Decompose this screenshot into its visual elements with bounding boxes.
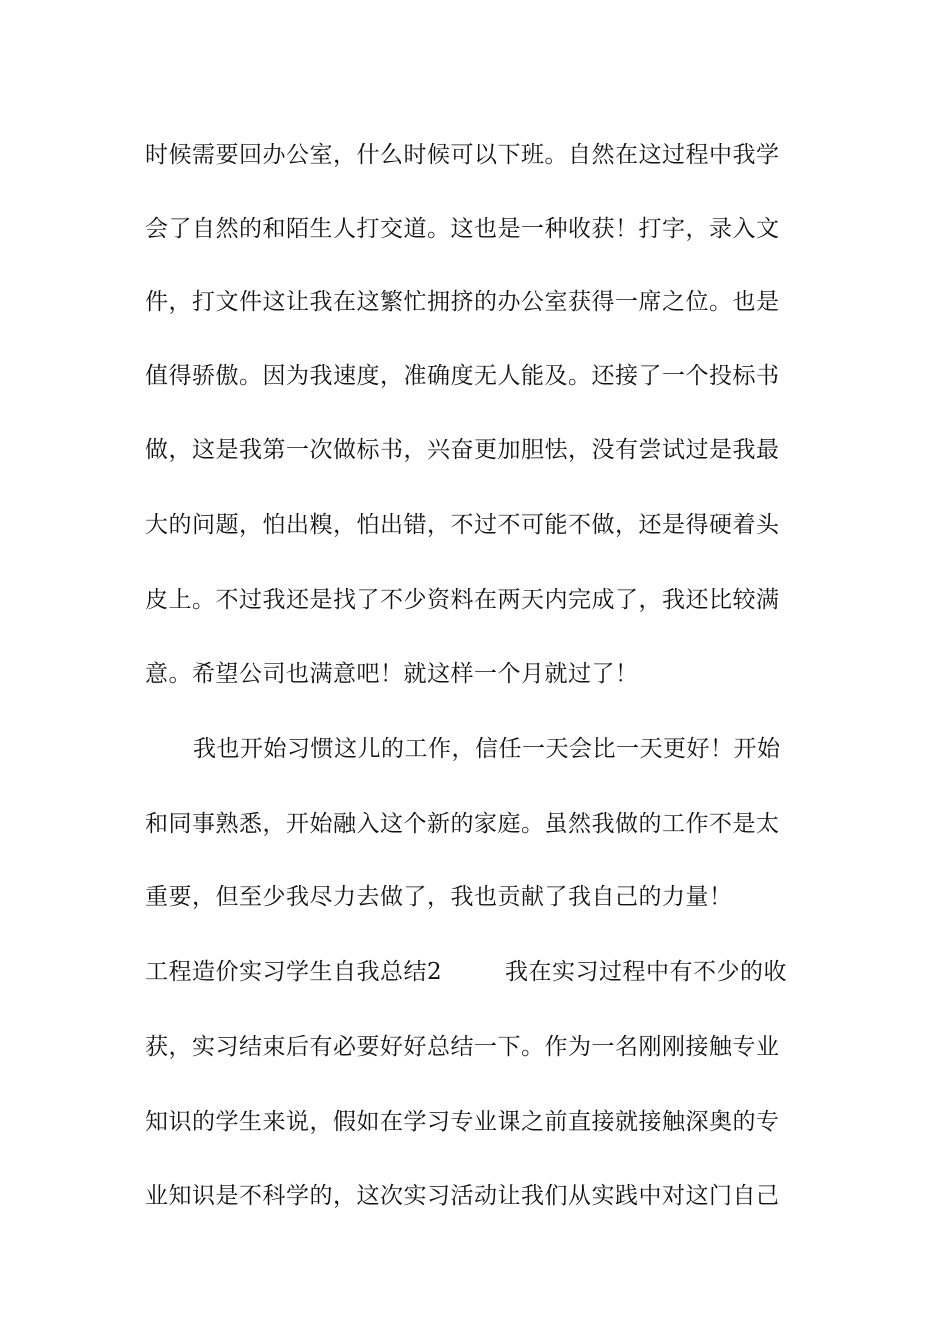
text-line: 会了自然的和陌生人打交道。这也是一种收获！打字，录入文 [145,216,780,242]
text-line: 和同事熟悉，开始融入这个新的家庭。虽然我做的工作不是太 [145,811,780,837]
text-line: 获，实习结束后有必要好好总结一下。作为一名刚刚接触专业 [145,1034,780,1060]
text-line: 重要，但至少我尽力去做了，我也贡献了我自己的力量！ [145,884,733,910]
text-line: 做，这是我第一次做标书，兴奋更加胆怯，没有尝试过是我最 [145,437,780,463]
text-line: 时候需要回办公室，什么时候可以下班。自然在这过程中我学 [145,142,780,168]
text-line: 意。希望公司也满意吧！就这样一个月就过了！ [145,661,639,687]
text-line: 皮上。不过我还是找了不少资料在两天内完成了，我还比较满 [145,587,780,613]
text-line: 知识的学生来说，假如在学习专业课之前直接就接触深奥的专 [145,1109,780,1135]
section-heading-line [145,952,815,992]
text-line: 件，打文件这让我在这繁忙拥挤的办公室获得一席之位。也是 [145,289,780,315]
text-line: 业知识是不科学的，这次实习活动让我们从实践中对这门自己 [145,1183,780,1209]
section-title: 工程造价实习学生自我总结2 [145,959,443,985]
text-line: 大的问题，怕出糗，怕出错，不过不可能不做，还是得硬着头 [145,512,780,538]
paragraph-first-line: 我也开始习惯这儿的工作，信任一天会比一天更好！开始 [193,736,781,762]
text-line: 值得骄傲。因为我速度，准确度无人能及。还接了一个投标书 [145,363,780,389]
section-body-start: 我在实习过程中有不少的收 [505,959,787,985]
